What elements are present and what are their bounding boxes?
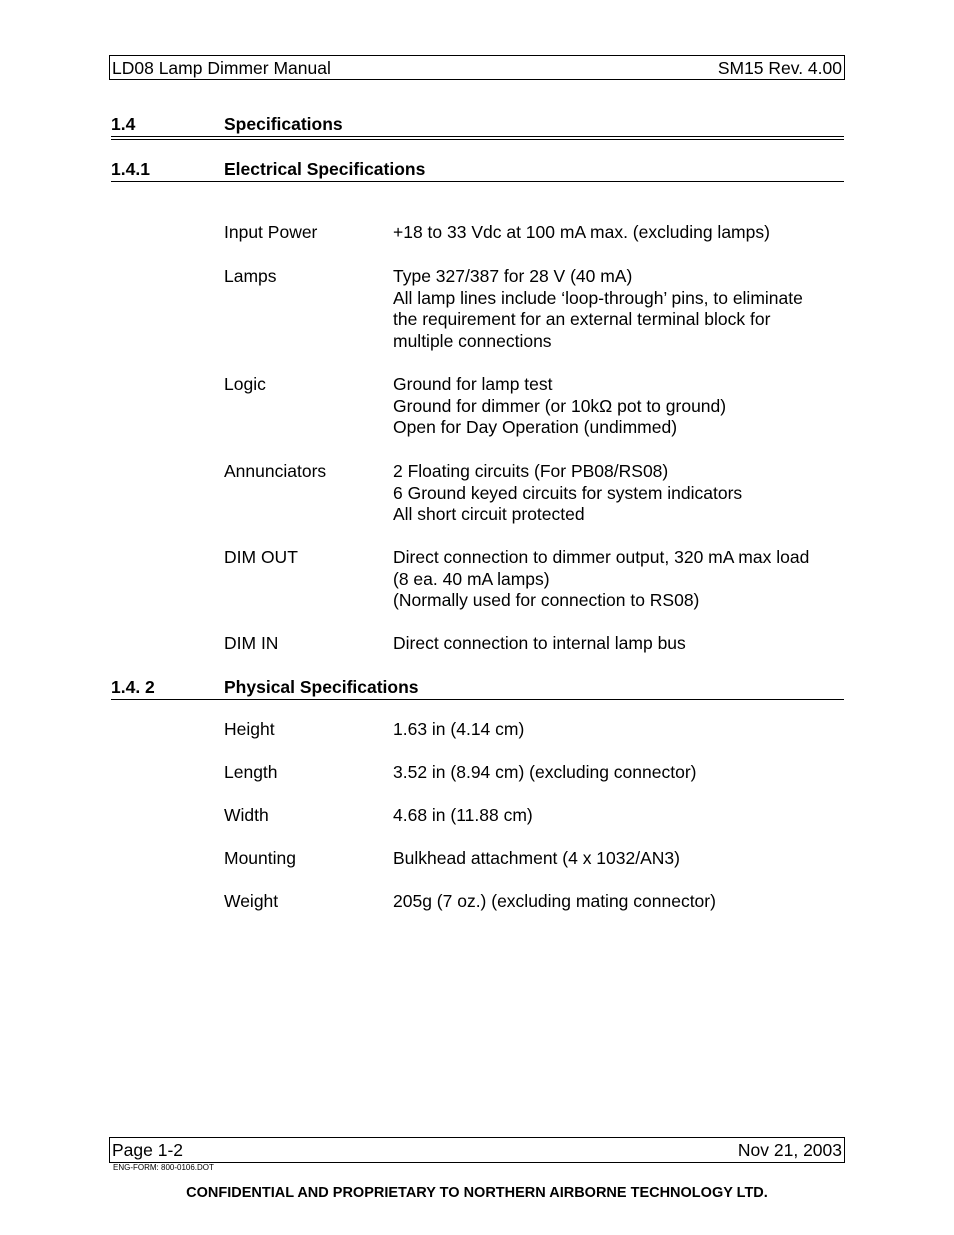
spec-value: the requirement for an external terminal block for xyxy=(393,309,771,330)
spec-label: Logic xyxy=(224,374,266,394)
spec-label: Width xyxy=(224,805,269,825)
document-revision: SM15 Rev. 4.00 xyxy=(717,58,842,78)
electrical-rule xyxy=(111,181,844,182)
spec-label: DIM IN xyxy=(224,633,279,653)
spec-value: Type 327/387 for 28 V (40 mA) xyxy=(393,266,633,286)
spec-label: DIM OUT xyxy=(224,547,298,567)
spec-value: Bulkhead attachment (4 x 1032/AN3) xyxy=(393,848,680,868)
footer-date: Nov 21, 2003 xyxy=(737,1140,842,1160)
spec-value: 3.52 in (8.94 cm) (excluding connector) xyxy=(393,762,697,782)
spec-value: All lamp lines include ‘loop-through’ pins, to eliminate xyxy=(393,287,803,308)
spec-label: Height xyxy=(224,719,275,739)
electrical-title: Electrical Specifications xyxy=(224,159,426,179)
spec-label: Lamps xyxy=(224,266,277,286)
spec-value: +18 to 33 Vdc at 100 mA max. (excluding lamps) xyxy=(393,222,770,242)
spec-value: multiple connections xyxy=(393,330,552,351)
form-number: ENG-FORM: 800-0106.DOT xyxy=(113,1163,214,1172)
spec-value: Ground for lamp test xyxy=(393,374,553,394)
section-title: Specifications xyxy=(224,114,343,134)
physical-number: 1.4. 2 xyxy=(111,677,155,697)
physical-rule xyxy=(111,699,844,700)
spec-label: Length xyxy=(224,762,278,782)
page-number: Page 1-2 xyxy=(112,1140,184,1160)
spec-value: Direct connection to internal lamp bus xyxy=(393,633,686,653)
spec-value: 6 Ground keyed circuits for system indicators xyxy=(393,482,743,503)
electrical-number: 1.4.1 xyxy=(111,159,150,179)
confidential-notice: CONFIDENTIAL AND PROPRIETARY TO NORTHERN AIRBORNE TECHNOLOGY LTD. xyxy=(186,1185,768,1201)
section-rule-bottom xyxy=(111,139,844,140)
spec-value: 205g (7 oz.) (excluding mating connector) xyxy=(393,891,716,911)
section-rule-top xyxy=(111,136,844,137)
page-footer xyxy=(109,1137,845,1163)
spec-label: Annunciators xyxy=(224,461,327,481)
spec-value: (Normally used for connection to RS08) xyxy=(393,590,700,611)
spec-label: Mounting xyxy=(224,848,296,868)
spec-value: Open for Day Operation (undimmed) xyxy=(393,417,678,438)
physical-title: Physical Specifications xyxy=(224,677,419,697)
spec-label: Input Power xyxy=(224,222,318,242)
spec-value: 1.63 in (4.14 cm) xyxy=(393,719,525,739)
spec-value: (8 ea. 40 mA lamps) xyxy=(393,568,550,589)
spec-value: Ground for dimmer (or 10kΩ pot to ground) xyxy=(393,395,727,416)
spec-value: Direct connection to dimmer output, 320 mA max load xyxy=(393,547,810,567)
spec-value: 4.68 in (11.88 cm) xyxy=(393,805,533,825)
page-header xyxy=(109,55,845,80)
spec-value: 2 Floating circuits (For PB08/RS08) xyxy=(393,461,669,481)
document-title: LD08 Lamp Dimmer Manual xyxy=(112,58,331,78)
section-number: 1.4 xyxy=(111,114,136,134)
spec-value: All short circuit protected xyxy=(393,504,585,525)
spec-label: Weight xyxy=(224,891,279,911)
